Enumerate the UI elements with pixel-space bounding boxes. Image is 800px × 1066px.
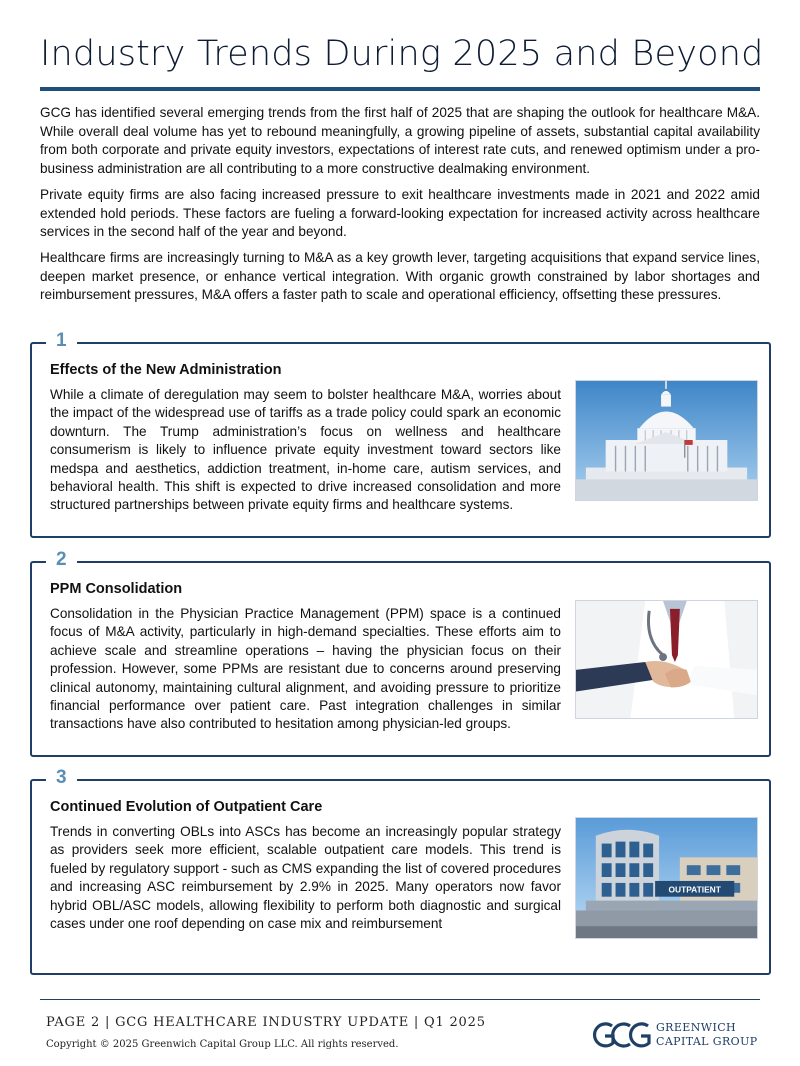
section-title: Effects of the New Administration	[50, 362, 282, 378]
capitol-building-image	[575, 380, 758, 501]
section-card-ppm	[30, 549, 771, 757]
section-number: 1	[46, 329, 77, 353]
doctor-handshake-image	[575, 600, 758, 719]
intro-paragraph: Healthcare firms are increasingly turning to M&A as a key growth lever, targeting acquisitions that expand service lines, deepen market presence, or enhance vertical integration. With organic growth constrained by labor shortages and reimbursement pressures, M&A offers a faster path to scale and operational efficiency, offsetting these pressures.	[40, 249, 760, 303]
logo-line-1: GREENWICH	[656, 1021, 737, 1034]
logo-wordmark	[656, 1021, 762, 1049]
section-number: 3	[46, 766, 77, 790]
section-title: PPM Consolidation	[50, 581, 183, 597]
section-body: Consolidation in the Physician Practice Management (PPM) space is a continued focus of M&A activity, particularly in high-demand specialties. These efforts aim to achieve scale and streamline operations – having the physician focus on their profession. However, some PPMs are resistant due to concerns around preserving clinical autonomy, maintaining cultural alignment, and avoiding pressure to prioritize financial performance over patient care. Past integration challenges in similar transactions have also contributed to hesitation among physician-led groups.	[50, 606, 561, 732]
outpatient-building-image	[575, 817, 758, 939]
section-body: While a climate of deregulation may seem to bolster healthcare M&A, worries about the impact of the widespread use of tariffs as a trade policy could spark an economic downturn. The Trump administration’s focus on wellness and healthcare consumerism is likely to influence private equity investment toward sectors like medspa and aesthetics, addiction treatment, in-home care, autism services, and behavioral health. This shift is expected to drive increased consolidation and more structured partnerships between private equity firms and healthcare systems.	[50, 387, 561, 513]
footer-divider	[40, 999, 760, 1000]
section-number: 2	[46, 548, 77, 572]
section-title: Continued Evolution of Outpatient Care	[50, 799, 323, 815]
section-card-outpatient	[30, 767, 771, 975]
gcg-logo-icon	[592, 1018, 652, 1052]
section-body: Trends in converting OBLs into ASCs has become an increasingly popular strategy as providers seek more efficient, scalable outpatient care models. This trend is fueled by regulatory support - such as CMS expanding the list of covered procedures and increasing ASC reimbursement by 2.9% in 2025. Many operators now favor hybrid OBL/ASC models, allowing flexibility to perform both diagnostic and surgical cases under one roof depending on case mix and reimbursement	[50, 824, 561, 932]
company-logo	[592, 1018, 762, 1052]
title-divider	[40, 87, 760, 91]
footer-page-line: PAGE 2 | GCG HEALTHCARE INDUSTRY UPDATE | Q1 2025	[46, 1015, 486, 1030]
page-title: Industry Trends During 2025 and Beyond	[40, 34, 764, 74]
intro-text	[40, 104, 760, 312]
copyright-text: Copyright © 2025 Greenwich Capital Group LLC. All rights reserved.	[46, 1039, 399, 1050]
intro-paragraph: GCG has identified several emerging trends from the first half of 2025 that are shaping the outlook for healthcare M&A. While overall deal volume has yet to rebound meaningfully, a growing pipeline of assets, substantial capital availability from both corporate and private equity investors, expectations of interest rate cuts, and renewed optimism under a pro-business administration are all contributing to a more constructive dealmaking environment.	[40, 105, 760, 177]
logo-line-2: CAPITAL GROUP	[656, 1035, 758, 1048]
outpatient-sign: OUTPATIENT	[668, 884, 721, 895]
section-card-administration	[30, 330, 771, 538]
intro-paragraph: Private equity firms are also facing increased pressure to exit healthcare investments made in 2021 and 2022 amid extended hold periods. These factors are fueling a forward-looking expectation for increased activity across healthcare services in the second half of the year and beyond.	[40, 186, 760, 240]
